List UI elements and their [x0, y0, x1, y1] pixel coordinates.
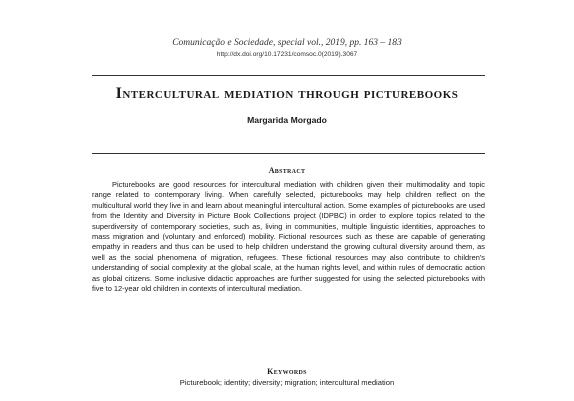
journal-citation: Comunicação e Sociedade, special vol., 2019, pp. 163 – 183	[172, 38, 402, 48]
abstract-text: Picturebooks are good resources for intercultural mediation with children given their multimodality and topic range related to contemporary living. When carefully selected, picturebooks may help children reflect on the multicultural world they live in and learn about meaningful intercultural action. Some examples of picturebooks are used from the Identity and Diversity in Picture Book Collections project (IDPBC) in order to explore topics related to the superdiversity of contemporary societies, such as, living in communities, multiple linguistic identities, approaches to mass migration and (voluntary and enforced) mobility. Fictional resources such as these are capable of generating empathy in readers and thus can be used to help children understand the growing cultural diversity around them, as well as the social phenomena of migration, refugees. These fictional resources may also contribute to children's understanding of social complexity at the global scale, at the human rights level, and within rules of democratic action as global citizens. Some inclusive didactic approaches are further suggested for using the selected picturebooks with five to 12-year old children in contexts of intercultural mediation.	[92, 180, 485, 294]
keywords-text: Picturebook; identity; diversity; migration; intercultural mediation	[179, 378, 395, 387]
keywords-heading: Keywords	[267, 367, 307, 376]
doi-link[interactable]: http://dx.doi.org/10.17231/comsoc.0(2019).3067	[216, 51, 358, 58]
abstract-heading: Abstract	[268, 166, 306, 175]
title-bottom-rule	[92, 153, 485, 154]
article-author: Margarida Morgado	[247, 115, 327, 125]
title-top-rule	[92, 75, 485, 76]
article-title: Intercultural mediation through picturebooks	[115, 85, 459, 102]
